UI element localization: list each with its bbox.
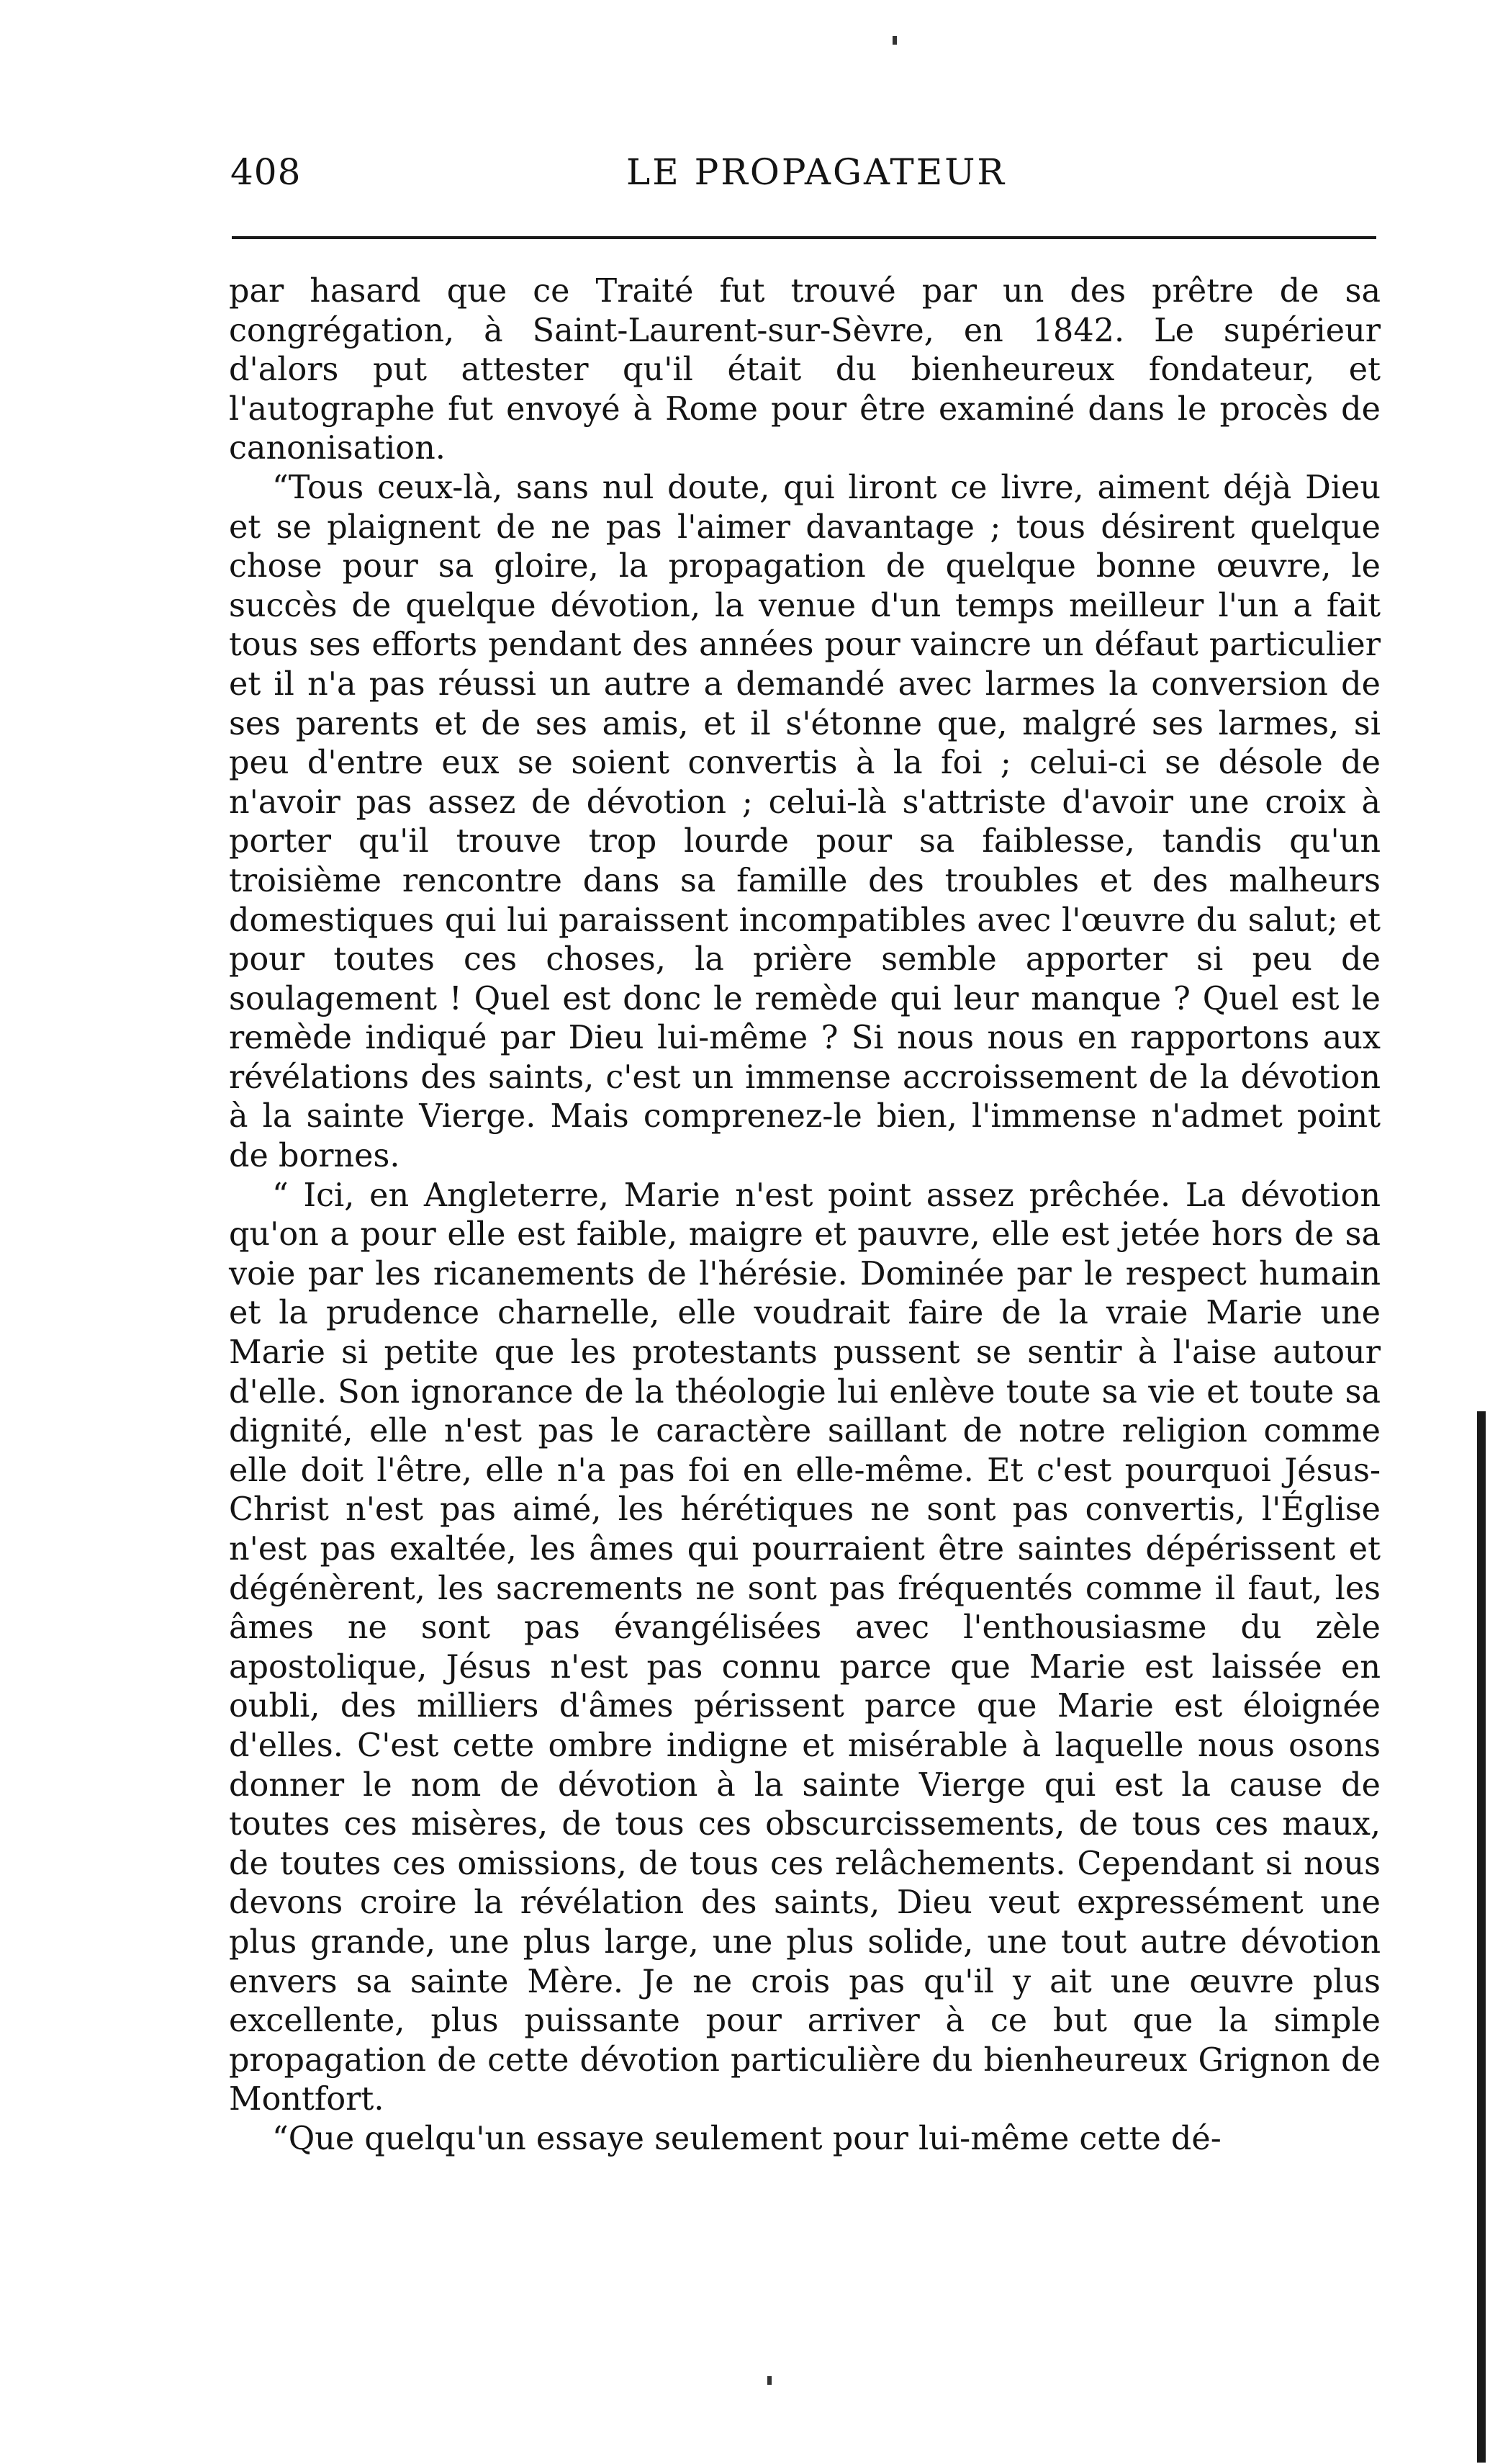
paragraph-quote-2: “ Ici, en Angleterre, Marie n'est point assez prêchée. La dévotion qu'on a pour elle est faible, maigre et pauvre, elle est jetée hors de sa voie par les ricanements de l'hérésie. Dominée par le respect humain et la prudence charnelle, elle voudrait faire de la vraie Marie une Marie si petite que les protestants pussent se sentir à l'aise autour d'elle. Son ignorance de la théologie lui enlève toute sa vie et toute sa dignité, elle n'est pas le caractère saillant de notre religion comme elle doit l'être, elle n'a pas foi en elle-même. Et c'est pourquoi Jésus-Christ n'est pas aimé, les hérétiques ne sont pas convertis, l'Église n'est pas exaltée, les âmes qui pourraient être saintes dépérissent et dégénèrent, les sacrements ne sont pas fréquentés comme il faut, les âmes ne sont pas évangélisées avec l'enthousiasme du zèle apostolique, Jésus n'est pas connu parce que Marie est laissée en oubli, des milliers d'âmes périssent parce que Marie est éloignée d'elles. C'est cette ombre indigne et misérable à laquelle nous osons donner le nom de dévotion à la sainte Vierge qui est la cause de toutes ces misères, de tous ces obscurcissements, de tous ces maux, de toutes ces omissions, de tous ces relâchements. Cependant si nous devons croire la révélation des saints, Dieu veut expressément une plus grande, une plus large, une plus solide, une tout autre dévotion envers sa sainte Mère. Je ne crois pas qu'il y ait une œuvre plus excellente, plus puissante pour arriver à ce but que la simple propagation de cette dévotion particulière du bienheureux Grignon de Montfort. <box>229 1177 1381 2118</box>
binding-edge-shadow <box>1477 1411 1486 2463</box>
paragraph-quote-1: “Tous ceux-là, sans nul doute, qui liront ce livre, aiment déjà Dieu et se plaignent de ne pas l'aimer davantage ; tous désirent quelque chose pour sa gloire, la propagation de quelque bonne œuvre, le succès de quelque dévotion, la venue d'un temps meilleur l'un a fait tous ses efforts pendant des années pour vaincre un défaut particulier et il n'a pas réussi un autre a demandé avec larmes la conversion de ses parents et de ses amis, et il s'étonne que, malgré ses larmes, si peu d'entre eux se soient convertis à la foi ; celui-ci se désole de n'avoir pas assez de dévotion ; celui-là s'attriste d'avoir une croix à porter qu'il trouve trop lourde pour sa faiblesse, tandis qu'un troisième rencontre dans sa famille des troubles et des malheurs domestiques qui lui paraissent incompatibles avec l'œuvre du salut; et pour toutes ces choses, la prière semble apporter si peu de soulagement ! Quel est donc le remède qui leur manque ? Quel est le remède indiqué par Dieu lui-même ? Si nous nous en rapportons aux révélations des saints, c'est un immense accroissement de la dévotion à la sainte Vierge. Mais comprenez-le bien, l'immense n'admet point de bornes. <box>229 469 1381 1175</box>
paragraph-quote-3: “Que quelqu'un essaye seulement pour lui-même cette dé- <box>272 2120 1222 2157</box>
paragraph-continuation: par hasard que ce Traité fut trouvé par un des prêtre de sa congrégation, à Saint-Laurent-sur-Sèvre, en 1842. Le supérieur d'alors put attester qu'il était du bienheureux fondateur, et l'autographe fut envoyé à Rome pour être examiné dans le procès de canonisation. <box>229 273 1381 467</box>
scan-speck <box>893 36 897 45</box>
header-rule <box>232 236 1376 239</box>
body-text <box>229 272 1381 2159</box>
scan-speck <box>767 2376 772 2385</box>
running-title: LE PROPAGATEUR <box>626 151 1006 193</box>
page-number: 408 <box>230 151 302 193</box>
page-header <box>230 151 1375 202</box>
